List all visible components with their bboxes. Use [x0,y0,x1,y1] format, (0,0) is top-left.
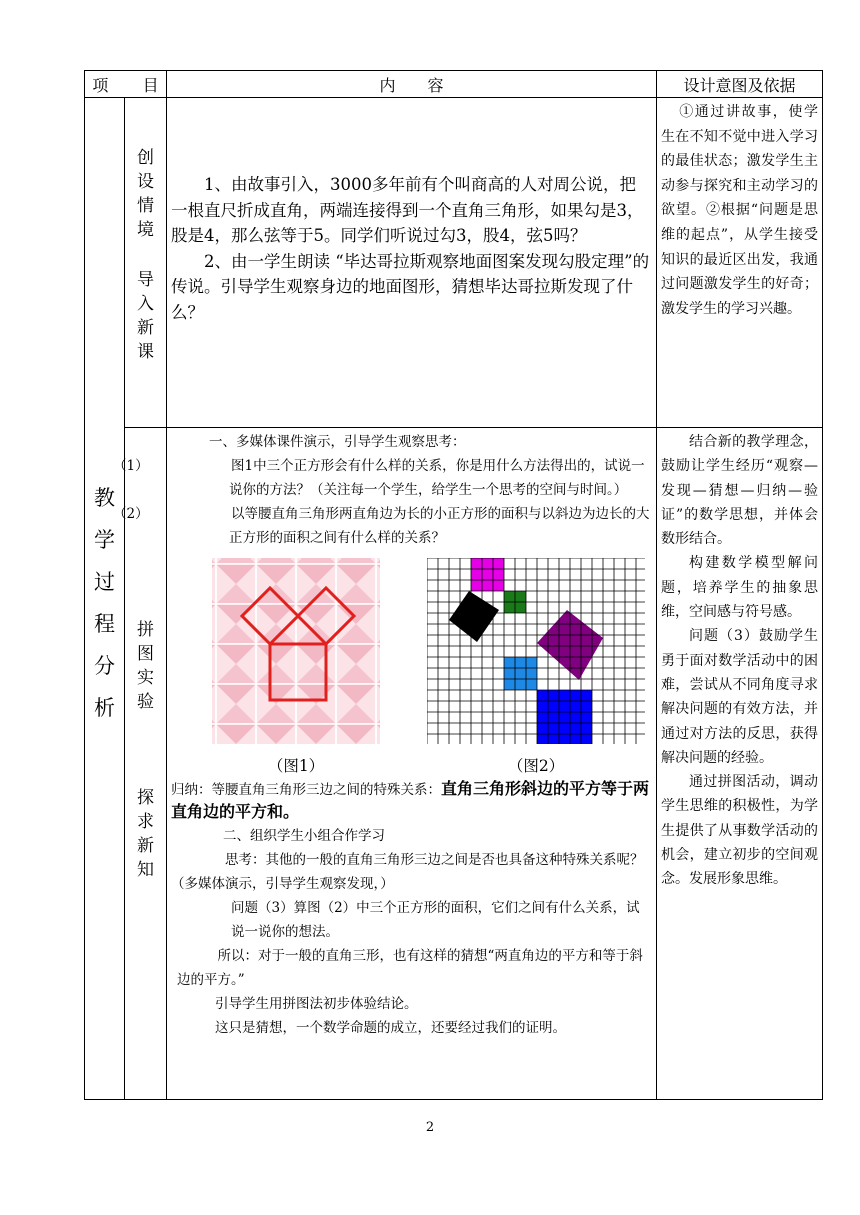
figure-2-grid [427,558,645,744]
stage-explore-b-char: 知 [137,860,154,880]
process-label-char: 教 [94,485,115,510]
think-text: 思考：其他的一般的直角三角形三边之间是否也具备这种特殊关系呢？（多媒体演示，引导学生观察发现，） [171,852,644,892]
stage-explore-b-char: 探 [137,788,154,808]
tile-triangle [216,558,256,564]
tile-triangle [336,558,376,564]
stage-explore-b-char: 求 [137,812,154,832]
lesson-table [84,70,823,1100]
so-text: 所以：对于一般的直角三形，也有这样的猜想“两直角边的平方和等于斜边的平方。” [177,948,643,988]
stage-explore-a-char: 验 [137,692,154,712]
figure-1-tiles [212,558,380,744]
design-p2: 构建数学模型解问题，培养学生的抽象思维，空间感与符号感。 [661,555,818,621]
square-black [449,591,499,642]
intro-para-1: 1、由故事引入，3000多年前有个叫商高的人对周公说，把一根直尺折成直角，两端连接得到一个直角三角形，如果勾是3，股是4，那么弦等于5。同学们听说过勾3，股4，弦5吗？ [171,175,644,245]
process-label-char: 程 [94,611,115,636]
stage-intro-b-char: 新 [137,318,154,338]
stage-explore-a-char: 拼 [137,620,154,640]
intro-para-2: 2、由一学生朗读 “毕达哥拉斯观察地面图案发现勾股定理”的传说。引导学生观察身边的地面图形，猜想毕达哥拉斯发现了什么？ [171,251,650,322]
question-3: 问题（3）算图（2）中三个正方形的面积，它们之间有什么关系，试说一说你的想法。 [231,900,640,940]
stage-explore-b-char: 新 [137,836,154,856]
summary [171,778,652,824]
process-label-char: 分 [94,653,115,678]
stage-intro-b-char: 入 [137,294,154,314]
stage-intro-b-char: 导 [137,270,154,290]
intro-design-text: ①通过讲故事，使学生在不知不觉中进入学习的最佳状态；激发学生主动参与探究和主动学习的欲望。②根据“问题是思维的起点”，从学生接受知识的最近区出发，我通过问题激发学生的好奇；激发学生的学习兴趣。 [661,104,818,317]
process-label [85,98,125,1100]
stage-intro-b-char: 课 [137,342,154,362]
figure-1 [171,558,421,776]
stage-intro-a-char: 设 [137,172,154,192]
design-p1: 结合新的教学理念，鼓励让学生经历“观察—发现—猜想—归纳—验证”的数学思想，并体会数形结合。 [661,434,818,548]
header-item-a: 项 [92,75,109,95]
stage-explore-a-char: 实 [137,668,154,688]
question-2 [113,502,652,550]
process-label-char: 学 [94,527,115,552]
question-1-num: （1） [113,458,149,474]
explore-content [113,428,657,1100]
tile-triangle [256,558,296,564]
header-design: 设计意图及依据 [657,71,823,98]
page-number: 2 [425,1120,435,1135]
design-p3: 问题（3）鼓励学生勇于面对数学活动中的困难，尝试从不同角度寻求解决问题的有效方法，并通过对方法的反思，获得解决问题的经验。 [661,628,818,766]
section-1-title: 一、多媒体课件演示，引导学生观察思考： [209,434,466,450]
summary-bold: 直角三角形斜边的平方等于两直角边的平方和。 [171,779,650,821]
question-2-text: 以等腰直角三角形两直角边为长的小正方形的面积与以斜边为边长的大正方形的面积之间有什么样的关系？ [229,506,650,546]
intro-content [167,98,657,428]
question-1 [113,454,652,502]
square-azure [504,657,537,690]
figure-2-caption: （图2） [507,757,565,775]
header-content: 内 容 [167,71,657,98]
stage-explore-a-char: 图 [137,644,154,664]
guide-text: 引导学生用拼图法初步体验结论。 [215,996,418,1012]
square-blue [537,690,592,744]
stage-intro-a-char: 情 [137,196,154,216]
explore-design [657,428,823,1100]
question-2-num: （2） [113,506,149,522]
figure-1-caption: （图1） [267,757,325,775]
square-magenta [471,558,504,591]
stage-label-explore [125,428,167,1100]
process-label-char: 析 [94,695,115,720]
figure-2 [421,558,651,776]
stage-intro-a-char: 境 [137,220,154,240]
summary-lead: 归纳：等腰直角三角形三边之间的特殊关系： [171,782,441,798]
proof-text: 这只是猜想，一个数学命题的成立，还要经过我们的证明。 [215,1020,566,1036]
header-item-b: 目 [142,75,159,95]
intro-design [657,98,823,428]
figures [171,558,652,776]
question-1-text: 图1中三个正方形会有什么样的关系，你是用什么方法得出的，试说一说你的方法？（关注每一个学生，给学生一个思考的空间与时间。） [229,458,645,498]
process-label-char: 过 [94,569,115,594]
header-item [85,71,167,98]
design-p4: 通过拼图活动，调动学生思维的积极性，为学生提供了从事数学活动的机会，建立初步的空间观念。发展形象思维。 [661,774,818,888]
stage-intro-a-char: 创 [137,148,154,168]
section-2-title: 二、组织学生小组合作学习 [223,828,385,844]
stage-label-intro [125,98,167,428]
tile-triangle [296,558,336,564]
